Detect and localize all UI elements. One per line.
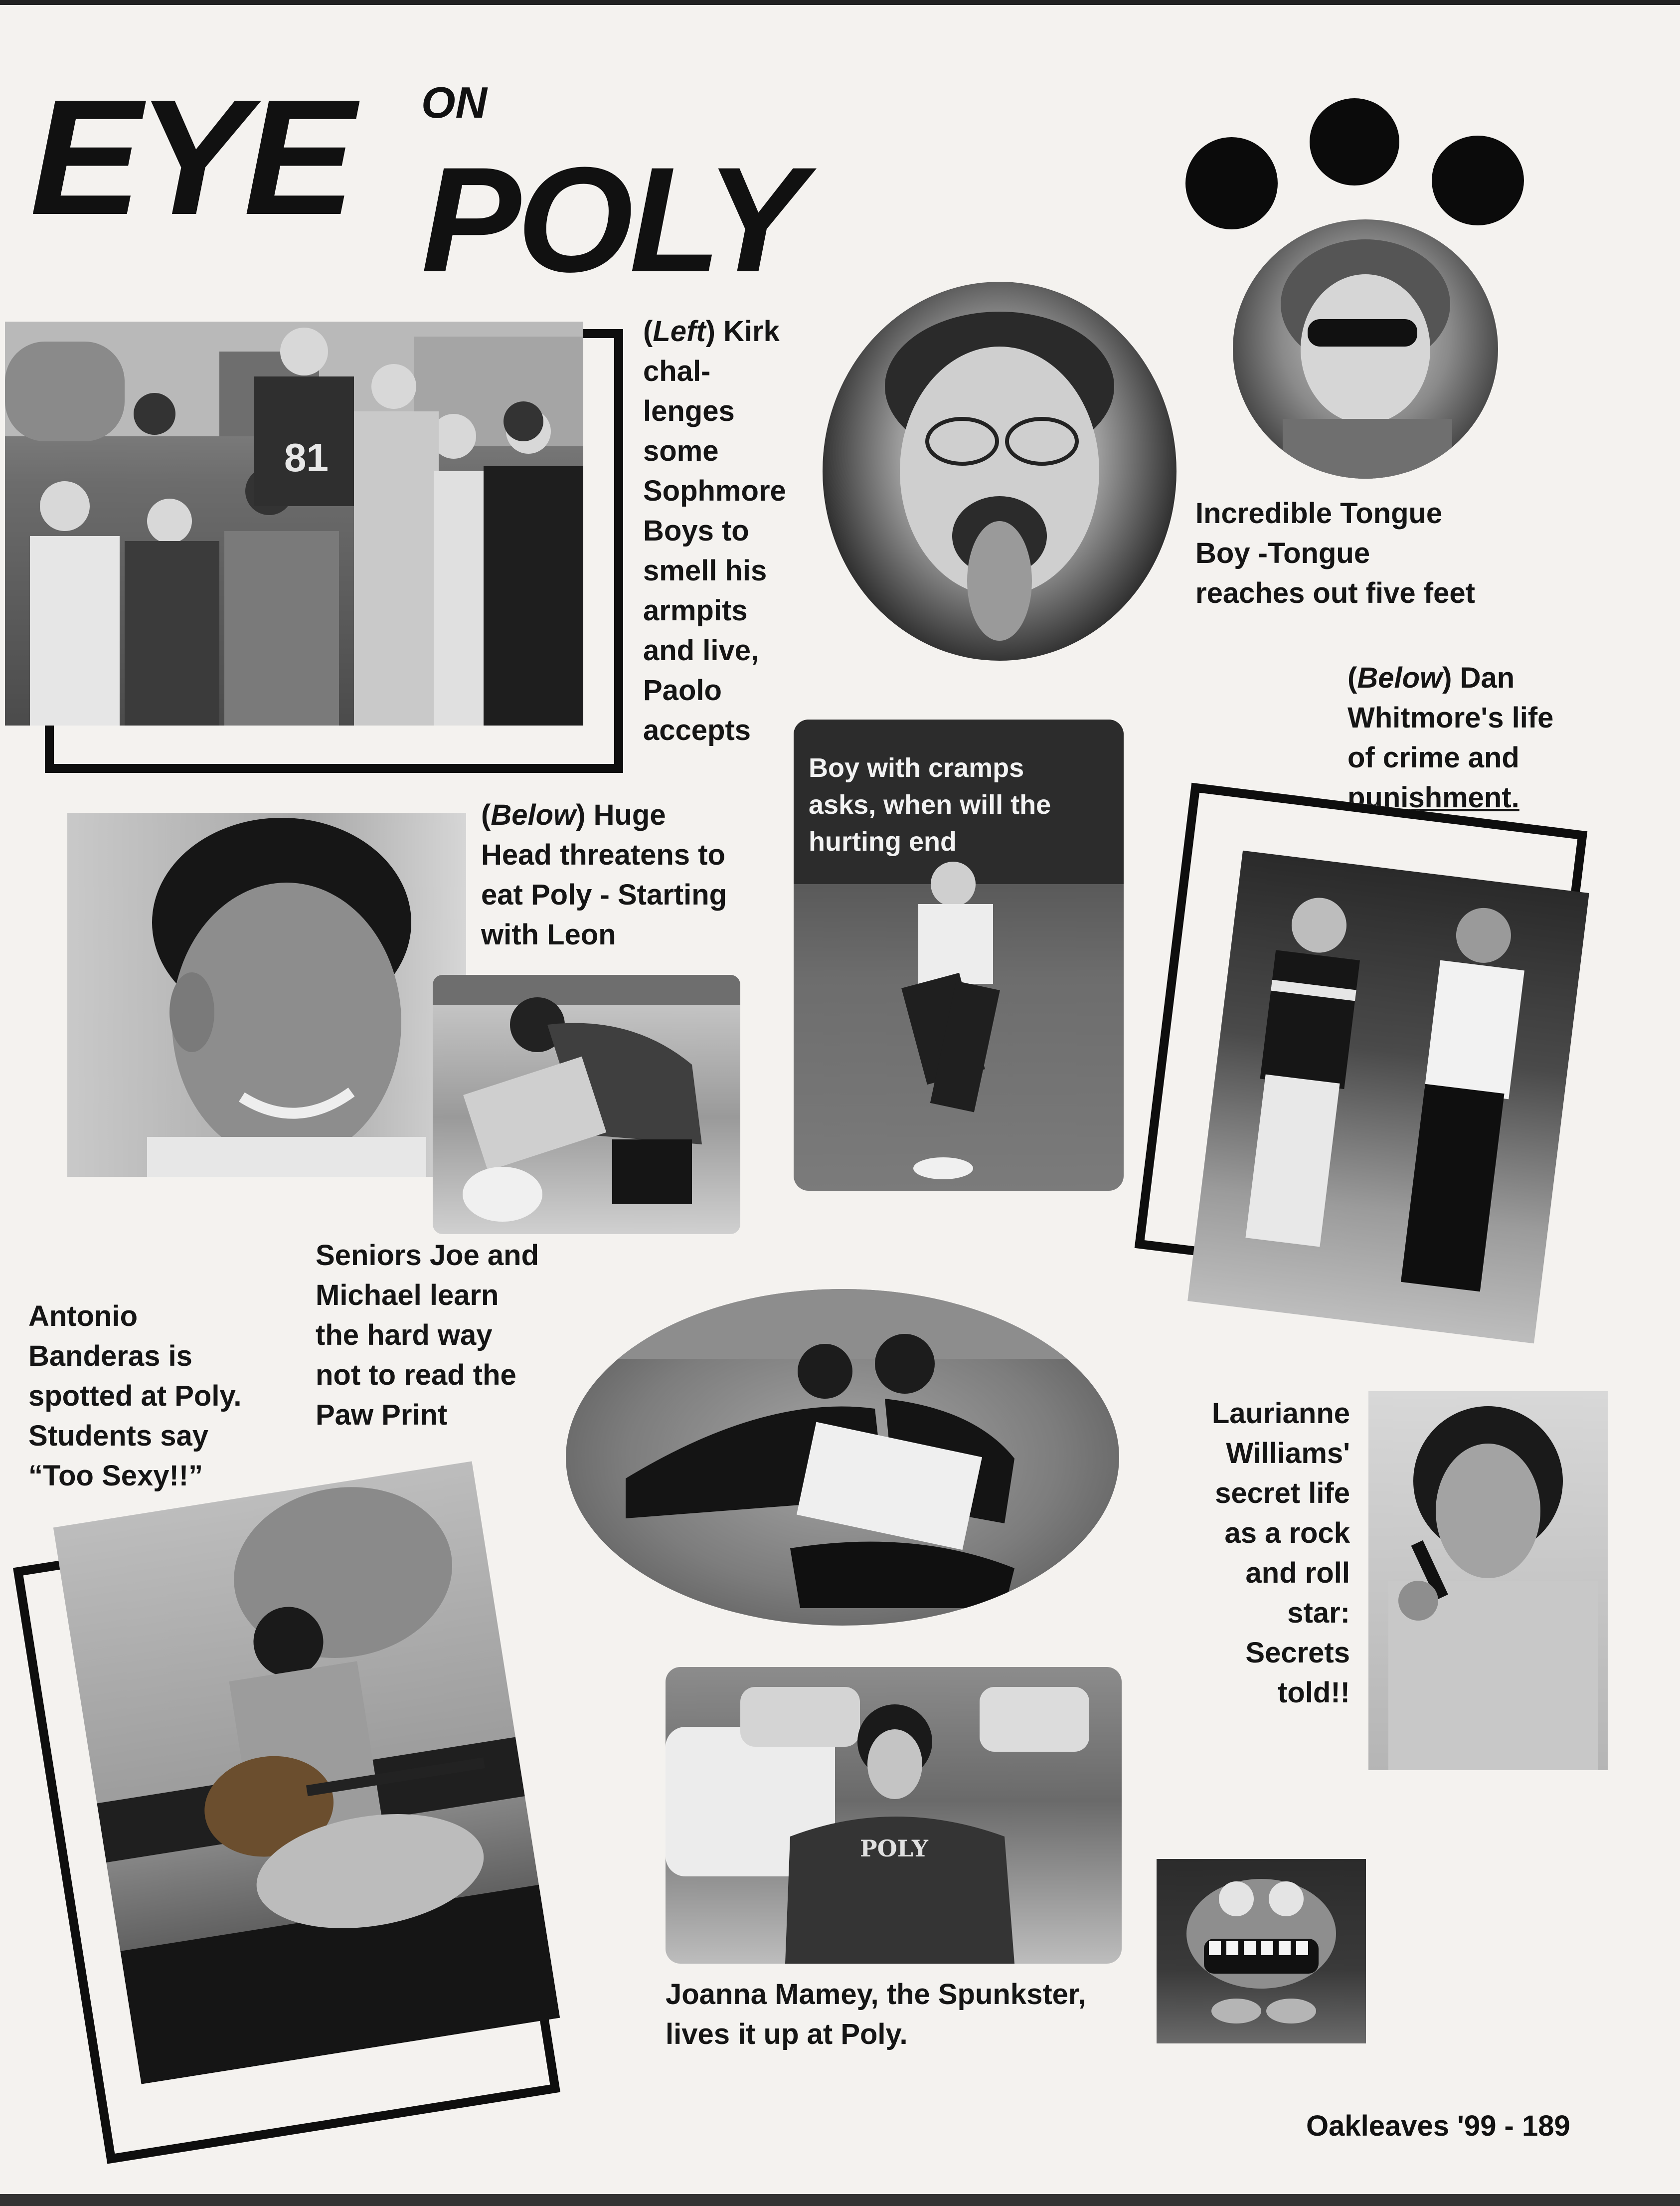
caption-cramps: [809, 749, 1051, 860]
caption-seniors-line: the hard way: [316, 1319, 493, 1351]
caption-tongue-line: Incredible Tongue: [1195, 497, 1443, 530]
caption-laurianne-line: told!!: [1278, 1676, 1350, 1709]
huge-head-photo: [67, 813, 466, 1177]
caption-cramps-line: asks, when will the: [809, 790, 1051, 820]
caption-cramps-line: hurting end: [809, 827, 957, 857]
caption-kirk-line: Sophmore: [643, 475, 786, 507]
caption-dan: (Below) Dan Whitmore's life of crime and punishment.: [1347, 662, 1554, 814]
caption-dan-line: Dan: [1460, 662, 1515, 694]
caption-kirk-lead: Left: [653, 315, 706, 348]
caption-antonio-line: Banderas is: [28, 1340, 192, 1372]
paw-toe-left: [1185, 137, 1278, 229]
caption-joanna-line: lives it up at Poly.: [666, 2018, 908, 2050]
paw-print-couch-photo: [566, 1289, 1119, 1626]
caption-antonio-line: Antonio: [28, 1300, 138, 1332]
woman-sunglasses-photo: [1233, 219, 1498, 479]
caption-antonio-line: Students say: [28, 1420, 208, 1452]
caption-kirk: (Left) Kirk chal- lenges some Sophmore Boys to smell his armpits and live, Paolo accepts: [643, 315, 786, 746]
caption-laurianne-line: Laurianne: [1211, 1397, 1350, 1430]
caption-tongue-line: Boy -Tongue: [1195, 537, 1370, 569]
caption-seniors-line: not to read the: [316, 1359, 516, 1391]
caption-dan-line: of crime and: [1347, 741, 1519, 774]
page-footer: Oakleaves '99 - 189: [1306, 2110, 1570, 2142]
title-on: ON: [421, 78, 487, 127]
caption-laurianne-line: secret life: [1215, 1477, 1350, 1509]
chattering-teeth-photo: [1157, 1859, 1366, 2043]
caption-laurianne-line: Williams': [1226, 1437, 1350, 1470]
dan-photo: [1187, 851, 1589, 1344]
caption-huge-head-line: with Leon: [481, 919, 616, 951]
caption-laurianne-line: as a rock: [1224, 1517, 1350, 1549]
caption-dan-lead: Below: [1357, 662, 1443, 694]
caption-huge-head-line: eat Poly - Starting: [481, 879, 727, 911]
caption-joanna: [666, 1975, 1086, 2054]
caption-joanna-line: Joanna Mamey, the Spunkster,: [666, 1978, 1086, 2011]
caption-tongue-line: reaches out five feet: [1195, 577, 1475, 609]
leon-photo: [433, 975, 740, 1234]
caption-huge-head: (Below) Huge Head threatens to eat Poly - Starting with Leon: [481, 799, 727, 951]
caption-kirk-line: Paolo: [643, 674, 722, 707]
caption-kirk-line: smell his: [643, 554, 767, 587]
joanna-photo: [666, 1667, 1122, 1964]
caption-kirk-line: chal-: [643, 355, 711, 387]
caption-laurianne-line: Secrets: [1245, 1637, 1350, 1669]
caption-huge-head-line: Head threatens to: [481, 839, 725, 871]
caption-huge-head-lead: Below: [491, 799, 576, 831]
caption-laurianne: [1181, 1394, 1350, 1713]
caption-seniors: [316, 1236, 539, 1435]
caption-dan-line: punishment.: [1347, 781, 1519, 814]
caption-antonio: [28, 1296, 242, 1496]
antonio-guitar-photo: [53, 1461, 560, 2084]
caption-seniors-line: Michael learn: [316, 1279, 499, 1311]
caption-tongue: [1195, 494, 1475, 613]
caption-dan-line: Whitmore's life: [1347, 702, 1554, 734]
group-photo: [5, 322, 583, 726]
jersey-number: 81: [284, 435, 329, 480]
caption-kirk-line: armpits: [643, 594, 748, 627]
title-eye: EYE: [30, 65, 350, 249]
caption-kirk-line: Kirk: [723, 315, 780, 348]
caption-seniors-line: Seniors Joe and: [316, 1239, 539, 1272]
page-bottom-edge: [0, 2194, 1680, 2206]
caption-antonio-line: “Too Sexy!!”: [28, 1460, 203, 1492]
caption-laurianne-line: star:: [1287, 1597, 1350, 1629]
caption-antonio-line: spotted at Poly.: [28, 1380, 242, 1412]
caption-cramps-line: Boy with cramps: [809, 753, 1024, 783]
caption-huge-head-line: Huge: [593, 799, 666, 831]
caption-kirk-line: some: [643, 435, 719, 467]
paw-toe-middle: [1310, 98, 1399, 185]
caption-kirk-line: Boys to: [643, 515, 749, 547]
caption-kirk-line: accepts: [643, 714, 751, 746]
caption-laurianne-line: and roll: [1245, 1557, 1350, 1589]
title-poly: POLY: [421, 136, 802, 303]
caption-kirk-line: lenges: [643, 395, 735, 427]
caption-kirk-line: and live,: [643, 634, 759, 667]
tongue-boy-photo: [823, 282, 1176, 661]
caption-seniors-line: Paw Print: [316, 1399, 448, 1431]
page-top-edge: [0, 0, 1680, 5]
paw-toe-right: [1432, 136, 1524, 225]
shirt-logo: POLY: [860, 1835, 928, 1862]
laurianne-photo: [1368, 1391, 1608, 1770]
